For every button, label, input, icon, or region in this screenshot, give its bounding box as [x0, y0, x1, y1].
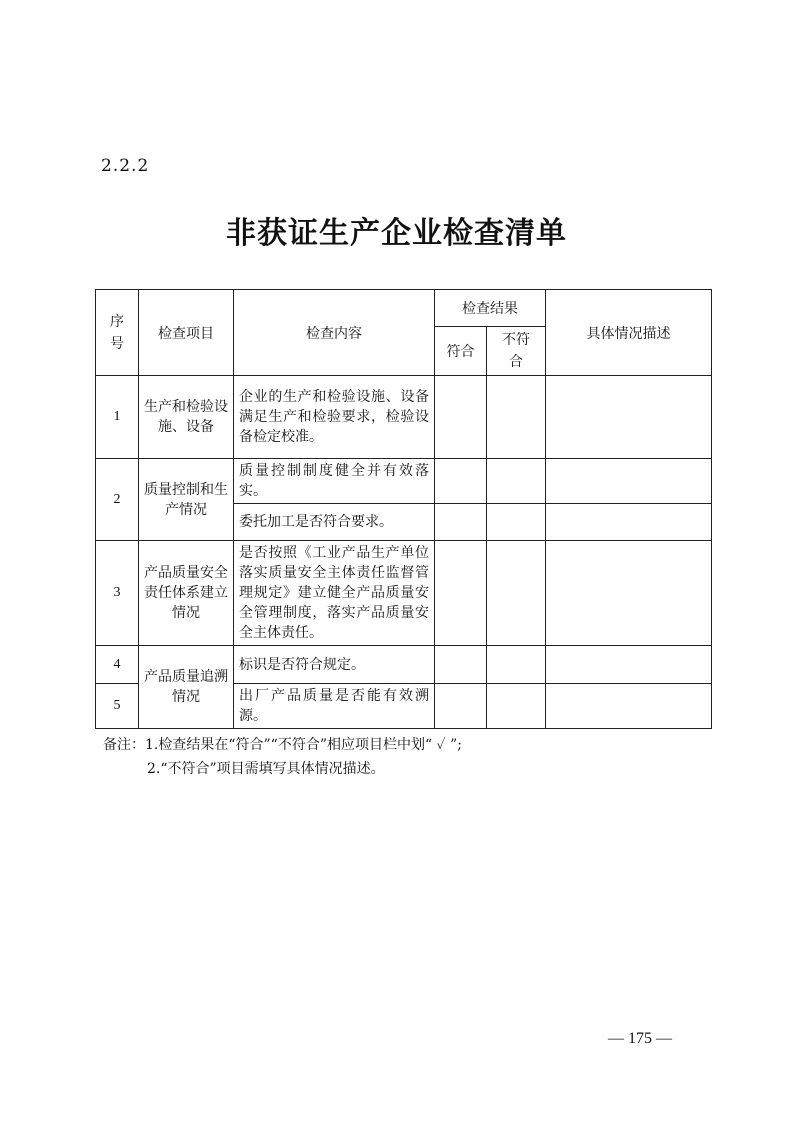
row-content: 质量控制制度健全并有效落实。 — [234, 459, 435, 504]
row-item: 质量控制和生产情况 — [139, 459, 234, 541]
header-item: 检查项目 — [139, 290, 234, 376]
nonconform-cell[interactable] — [487, 541, 546, 646]
table-row — [96, 459, 712, 504]
conform-cell[interactable] — [435, 646, 487, 684]
header-row — [96, 290, 712, 327]
row-content: 委托加工是否符合要求。 — [234, 504, 435, 541]
table-row — [96, 541, 712, 646]
header-description: 具体情况描述 — [546, 290, 712, 376]
header-conform: 符合 — [435, 327, 487, 376]
conform-cell[interactable] — [435, 376, 487, 459]
row-seq: 5 — [96, 684, 139, 729]
row-content: 标识是否符合规定。 — [234, 646, 435, 684]
row-seq: 2 — [96, 459, 139, 541]
section-number: 2.2.2 — [101, 156, 150, 176]
nonconform-cell[interactable] — [487, 684, 546, 729]
header-nonconform: 不符合 — [487, 327, 546, 376]
nonconform-cell[interactable] — [487, 376, 546, 459]
description-cell[interactable] — [546, 541, 712, 646]
row-item: 生产和检验设施、设备 — [139, 376, 234, 459]
row-seq: 3 — [96, 541, 139, 646]
header-result: 检查结果 — [435, 290, 546, 327]
page-number: — 175 — — [608, 1030, 672, 1047]
table-row — [96, 646, 712, 684]
description-cell[interactable] — [546, 684, 712, 729]
description-cell[interactable] — [546, 646, 712, 684]
row-content: 出厂产品质量是否能有效溯源。 — [234, 684, 435, 729]
description-cell[interactable] — [546, 376, 712, 459]
nonconform-cell[interactable] — [487, 459, 546, 504]
header-seq: 序号 — [96, 290, 139, 376]
row-seq: 4 — [96, 646, 139, 684]
conform-cell[interactable] — [435, 684, 487, 729]
note-line-2: 2.“不符合”项目需填写具体情况描述。 — [147, 761, 385, 777]
row-content: 企业的生产和检验设施、设备满足生产和检验要求，检验设备检定校准。 — [234, 376, 435, 459]
header-content: 检查内容 — [234, 290, 435, 376]
nonconform-cell[interactable] — [487, 504, 546, 541]
row-item: 产品质量追溯情况 — [139, 646, 234, 729]
row-content: 是否按照《工业产品生产单位落实质量安全主体责任监督管理规定》建立健全产品质量安全管理制度，落实产品质量安全主体责任。 — [234, 541, 435, 646]
nonconform-cell[interactable] — [487, 646, 546, 684]
description-cell[interactable] — [546, 459, 712, 504]
conform-cell[interactable] — [435, 541, 487, 646]
note-line-1: 备注：1.检查结果在“符合”“不符合”相应项目栏中划“ ✓ ”; — [103, 737, 462, 753]
row-seq: 1 — [96, 376, 139, 459]
conform-cell[interactable] — [435, 459, 487, 504]
conform-cell[interactable] — [435, 504, 487, 541]
notes — [103, 733, 462, 781]
table-row — [96, 376, 712, 459]
row-item: 产品质量安全责任体系建立情况 — [139, 541, 234, 646]
checklist-table — [95, 289, 712, 729]
description-cell[interactable] — [546, 504, 712, 541]
page-title: 非获证生产企业检查清单 — [226, 216, 567, 251]
